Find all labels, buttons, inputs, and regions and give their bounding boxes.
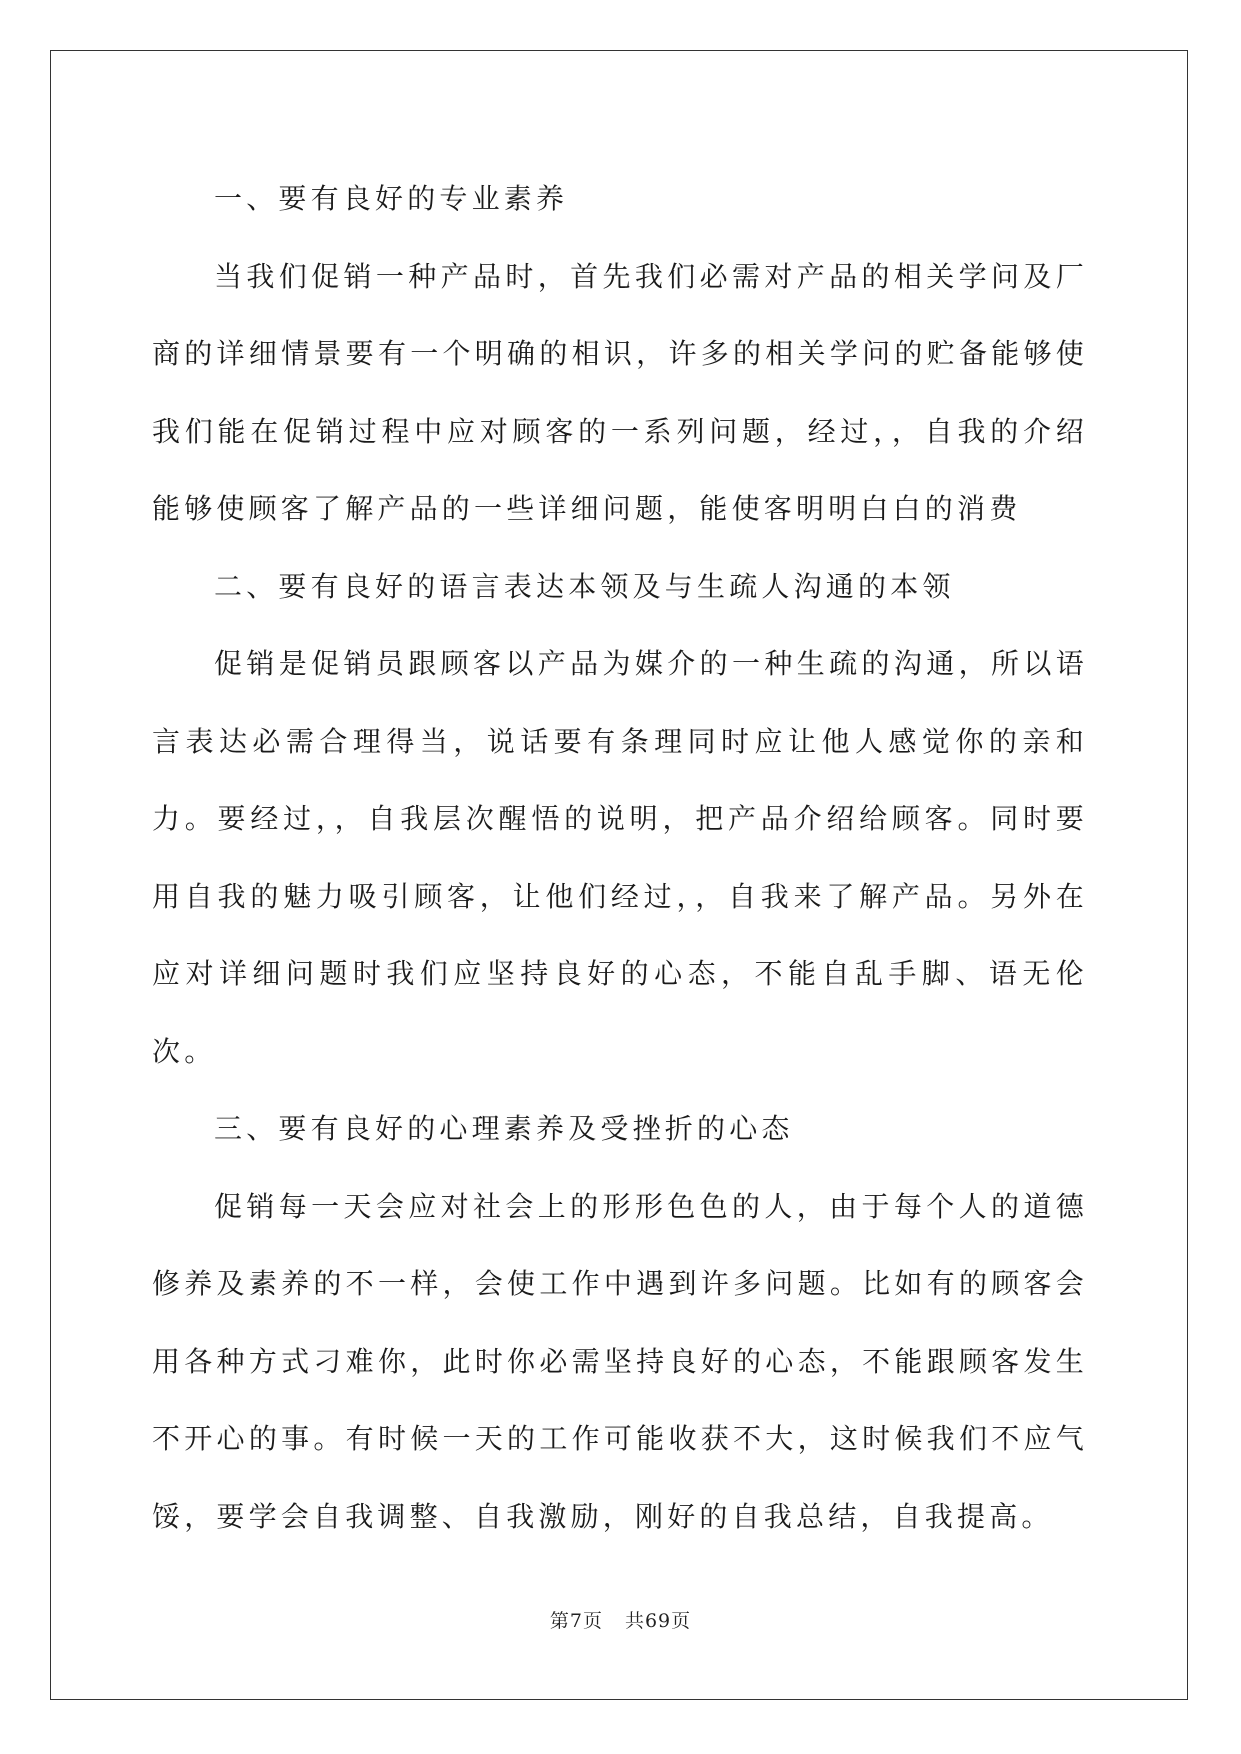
page-footer [0, 1606, 1241, 1633]
paragraph-3: 促销每一天会应对社会上的形形色色的人，由于每个人的道德修养及素养的不一样，会使工作中遇到许多问题。比如有的顾客会用各种方式刁难你，此时你必需坚持良好的心态，不能跟顾客发生不开心的事。有时候一天的工作可能收获不大，这时候我们不应气馁，要学会自我调整、自我激励，刚好的自我总结，自我提高。 [152, 1189, 1088, 1533]
page-number: 第7页 [549, 1610, 603, 1632]
section-heading-2: 二、要有良好的语言表达本领及与生疏人沟通的本领 [214, 569, 955, 603]
page-total: 共69页 [624, 1610, 692, 1632]
document-body [152, 160, 1088, 1555]
section-heading-1: 一、要有良好的专业素养 [214, 182, 569, 215]
section-heading-3: 三、要有良好的心理素养及受挫折的心态 [214, 1112, 794, 1145]
paragraph-1: 当我们促销一种产品时，首先我们必需对产品的相关学问及厂商的详细情景要有一个明确的相识，许多的相关学问的贮备能够使我们能在促销过程中应对顾客的一系列问题，经过，，自我的介绍能够使顾客了解产品的一些详细问题，能使客明明白白的消费 [152, 259, 1088, 525]
paragraph-2: 促销是促销员跟顾客以产品为媒介的一种生疏的沟通，所以语言表达必需合理得当，说话要有条理同时应让他人感觉你的亲和力。要经过，，自我层次醒悟的说明，把产品介绍给顾客。同时要用自我的魅力吸引顾客，让他们经过，，自我来了解产品。另外在应对详细问题时我们应坚持良好的心态，不能自乱手脚、语无伦次。 [152, 647, 1088, 1068]
